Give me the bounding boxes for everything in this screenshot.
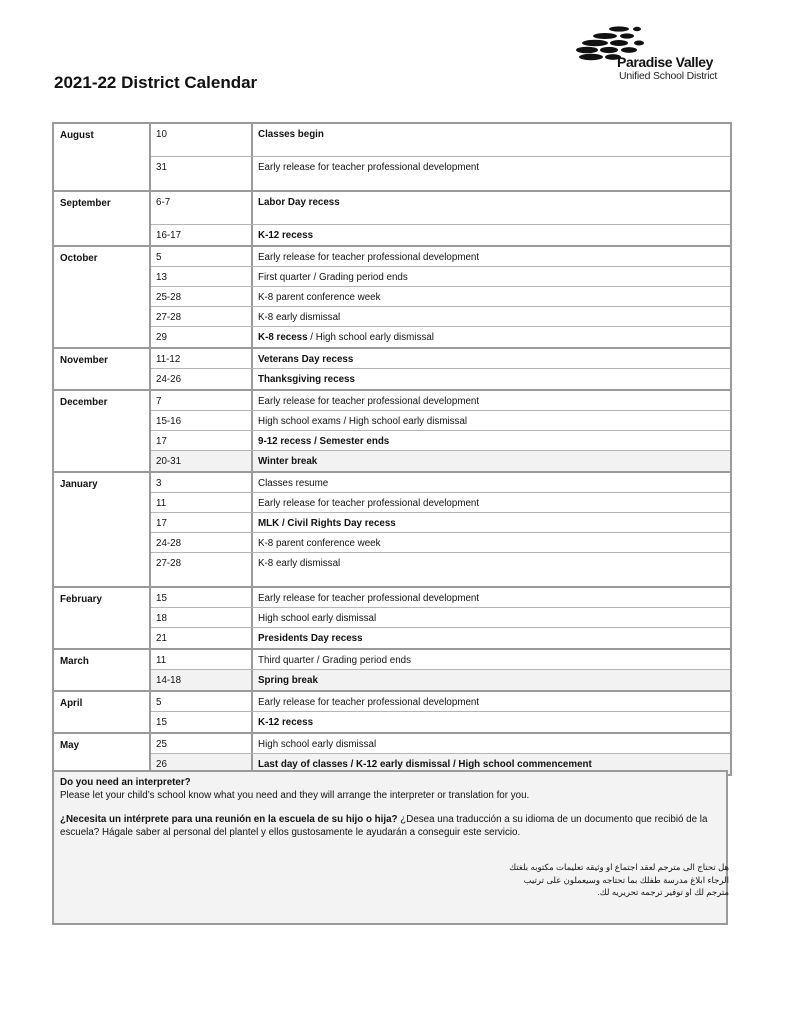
table-row [151, 192, 730, 225]
event-cell: K-12 recess [258, 717, 314, 728]
event-cell: Spring break [258, 675, 318, 686]
table-row [151, 513, 730, 533]
month-label: March [60, 656, 89, 667]
date-cell: 27-28 [151, 553, 253, 586]
table-row [151, 692, 730, 712]
notice-en-body: Please let your child’s school know what you need and they will arrange the interpreter or translation for you. [60, 789, 530, 801]
table-row [151, 287, 730, 307]
date-cell: 18 [151, 608, 253, 627]
district-logo [575, 24, 735, 86]
date-cell: 17 [151, 431, 253, 450]
table-row [151, 650, 730, 670]
event-cell: Presidents Day recess [258, 633, 363, 644]
table-row [151, 247, 730, 267]
table-row [151, 533, 730, 553]
month-group [54, 349, 730, 391]
month-rows [149, 124, 730, 190]
event-cell: Early release for teacher professional development [258, 593, 480, 604]
table-row [151, 327, 730, 347]
table-row [151, 225, 730, 245]
month-group [54, 124, 730, 192]
event-cell: K-12 recess [258, 230, 314, 241]
month-label: May [60, 740, 80, 751]
event-cell: Early release for teacher professional development [258, 162, 480, 173]
notice-ar-line2: الرجاء ابلاغ مدرسة طفلك بما تحتاجه وسيعملون على ترتيب مترجم لك او توفير ترجمه تحريريه لك. [523, 874, 729, 897]
table-row [151, 267, 730, 287]
event-cell: Winter break [258, 456, 318, 467]
event-cell: Early release for teacher professional development [258, 697, 480, 708]
interpreter-notice [52, 770, 728, 925]
month-rows [149, 192, 730, 245]
date-cell: 11 [151, 650, 253, 669]
month-label: January [60, 479, 98, 490]
month-group [54, 247, 730, 349]
date-cell: 16-17 [151, 225, 253, 245]
table-row [151, 431, 730, 451]
logo-name: Paradise Valley [617, 54, 713, 70]
table-row [151, 349, 730, 369]
month-group [54, 391, 730, 473]
event-cell: High school exams / High school early dismissal [258, 416, 468, 427]
month-rows [149, 391, 730, 471]
logo-subtitle: Unified School District [619, 70, 718, 82]
event-bold-text: K-8 recess [258, 332, 308, 343]
date-cell: 7 [151, 391, 253, 410]
month-label: November [60, 355, 108, 366]
month-rows [149, 473, 730, 586]
event-text: / High school early dismissal [307, 332, 434, 343]
table-row [151, 157, 730, 190]
table-row [151, 553, 730, 586]
date-cell: 26 [151, 754, 253, 774]
date-cell: 29 [151, 327, 253, 347]
date-cell: 15 [151, 588, 253, 607]
month-group [54, 692, 730, 734]
event-cell: Veterans Day recess [258, 354, 354, 365]
date-cell: 17 [151, 513, 253, 532]
date-cell: 10 [151, 124, 253, 156]
notice-es [60, 814, 720, 839]
table-row [151, 411, 730, 431]
month-label: December [60, 397, 108, 408]
date-cell: 15-16 [151, 411, 253, 430]
event-cell: K-8 parent conference week [258, 292, 381, 303]
month-rows [149, 247, 730, 347]
table-row [151, 124, 730, 157]
month-label: October [60, 253, 98, 264]
notice-arabic [509, 861, 729, 899]
date-cell: 20-31 [151, 451, 253, 471]
month-label: September [60, 198, 111, 209]
month-rows [149, 349, 730, 389]
event-cell: K-8 early dismissal [258, 312, 341, 323]
table-row [151, 391, 730, 411]
date-cell: 31 [151, 157, 253, 190]
event-cell: Labor Day recess [258, 197, 340, 208]
event-cell: Early release for teacher professional development [258, 252, 480, 263]
event-cell: Early release for teacher professional development [258, 498, 480, 509]
event-cell: High school early dismissal [258, 613, 377, 624]
month-label: August [60, 130, 94, 141]
event-cell: 9-12 recess / Semester ends [258, 436, 390, 447]
date-cell: 21 [151, 628, 253, 648]
month-group [54, 473, 730, 588]
date-cell: 25 [151, 734, 253, 753]
date-cell: 5 [151, 692, 253, 711]
date-cell: 11 [151, 493, 253, 512]
page-title: 2021-22 District Calendar [54, 73, 258, 92]
event-cell: Classes resume [258, 478, 329, 489]
month-label: February [60, 594, 102, 605]
date-cell: 5 [151, 247, 253, 266]
event-cell: MLK / Civil Rights Day recess [258, 518, 396, 529]
month-rows [149, 588, 730, 648]
notice-ar-line1: هل تحتاج الى مترجم لعقد اجتماع او وثيقه تعليمات مكتوبه بلغتك [509, 862, 729, 872]
date-cell: 6-7 [151, 192, 253, 224]
date-cell: 25-28 [151, 287, 253, 306]
event-cell: K-8 parent conference week [258, 538, 381, 549]
table-row [151, 734, 730, 754]
date-cell: 15 [151, 712, 253, 732]
month-group [54, 650, 730, 692]
event-cell: First quarter / Grading period ends [258, 272, 408, 283]
date-cell: 11-12 [151, 349, 253, 368]
table-row [151, 712, 730, 732]
event-cell: Last day of classes / K-12 early dismissal / High school commencement [258, 759, 592, 770]
month-rows [149, 734, 730, 774]
notice-es-body: ¿Desea una traducción a su idioma de un documento que recibió de la escuela? Hágale saber al personal del plantel y ellos gustosamente le ayudarán a conseguir este servicio. [60, 814, 708, 838]
event-cell: Third quarter / Grading period ends [258, 655, 412, 666]
table-row [151, 473, 730, 493]
event-cell: Classes begin [258, 129, 324, 140]
month-group [54, 192, 730, 247]
date-cell: 3 [151, 473, 253, 492]
table-row [151, 369, 730, 389]
month-group [54, 588, 730, 650]
table-row [151, 628, 730, 648]
event-cell [253, 327, 730, 347]
table-row [151, 608, 730, 628]
table-row [151, 493, 730, 513]
date-cell: 27-28 [151, 307, 253, 326]
event-cell: Early release for teacher professional development [258, 396, 480, 407]
month-rows [149, 650, 730, 690]
month-group [54, 734, 730, 774]
month-rows [149, 692, 730, 732]
table-row [151, 451, 730, 471]
table-row [151, 588, 730, 608]
event-cell: K-8 early dismissal [258, 558, 341, 569]
date-cell: 24-26 [151, 369, 253, 389]
event-cell: High school early dismissal [258, 739, 377, 750]
table-row [151, 670, 730, 690]
date-cell: 13 [151, 267, 253, 286]
date-cell: 14-18 [151, 670, 253, 690]
date-cell: 24-28 [151, 533, 253, 552]
notice-es-heading: ¿Necesita un intérprete para una reunión en la escuela de su hijo o hija? [60, 814, 398, 825]
event-cell: Thanksgiving recess [258, 374, 355, 385]
calendar-table [52, 122, 732, 776]
month-label: April [60, 698, 83, 709]
notice-en-heading: Do you need an interpreter? [60, 777, 191, 788]
table-row [151, 307, 730, 327]
